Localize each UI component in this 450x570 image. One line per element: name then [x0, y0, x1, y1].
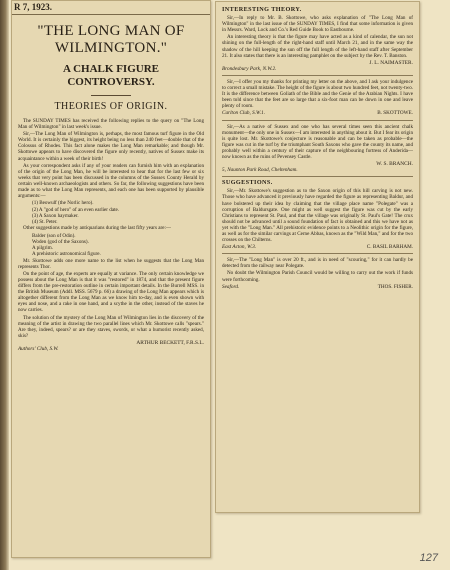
list-item: (3) A Saxon haymaker. [32, 212, 79, 219]
article-paragraph: Sir,—The Long Man of Wilmington is, perhaps, the most famous turf figure in the Old World. It is certainly the biggest, its height being no less than 240 feet—double that of the Colossus of Rhodes. This fact alone makes the Long Man remarkable; and though Mr. Skottowe appears to have discovered the figure only recently, natives of Sussex make its acquaintance within a week of their birth! [18, 131, 204, 162]
clipping-dateline: R 7, 1923. [12, 1, 210, 15]
left-article-body [12, 118, 210, 352]
letter-paragraph: Sir,—I offer you my thanks for printing my letter on the above, and I ask your indulgence to correct a small mistake. The height of the figure is about two hundred feet, not twenty-two. It is the difference between Goliath of the Bible and the Genie of the Arabian Nights. I have been told since that the feet are so large that a six-foot man can be down in one and leave plenty of room. [222, 78, 414, 110]
place-text: Authors' Club, S.W. [18, 346, 59, 352]
article-paragraph: Mr. Skottowe adds one more name to the list when he suggests that the Long Man represents Thor. [18, 257, 204, 270]
list-item: Balder (son of Odin). [32, 232, 76, 239]
page-number: 127 [419, 552, 438, 564]
letter-signature: W. S. BRANCH. [376, 161, 413, 168]
list-item: Woden (god of the Saxons). [32, 238, 89, 245]
article-paragraph: The solution of the mystery of the Long Man of Wilmington lies in the discovery of the meaning of the artist in drawing the two parallel lines which Mr. Skottowe calls "spears." Are they, indeed, spears? or are they staves, swords, or what a humorist recently asked, skis? [18, 314, 204, 339]
signature-text: B. SKOTTOWE. [377, 110, 413, 117]
letter-paragraph: No doubt the Wilmington Parish Council would be willing to carry out the work if funds were forthcoming. [222, 270, 413, 283]
suggestion-list [18, 233, 204, 258]
letter-paragraph: Sir,—Mr. Skottowe's suggestion as to the Saxon origin of this hill carving is not new. Those who have advanced it previously have regarded the figure as representing Baldur, and have bolstered up their idea by claiming that the village place name "Polegate" was a corruption of Baldursgate. One might as well suggest the figure was cut by the early Christians to represent St. Paul, and that the village was originally St. Paul's Gate! The crux should not be advanced until a sound foundation of fact is obtained and this we have not as yet with the "Long Man." All prehistoric evidence points to a Neolithic origin for the figure, as well as for the similar carvings at Cerne Abbas, known as the "Wild Man," and for the two crosses on the Chilterns. [222, 188, 413, 244]
clipping-headline: "THE LONG MAN OF WILMINGTON." [37, 23, 185, 56]
article-paragraph: As your correspondent asks if any of your readers can furnish him with an explanation of the origin of the Long Man, he will be interested to hear that for the last few or six weeks that very point has been discussed in the columns of the Sussex County Herald by certain well-known archaeologists and others. So far, the following suggestions have been made as to what the Long Man represents, and each one has been supported by plausible arguments:— [18, 162, 204, 200]
author-place [18, 346, 204, 352]
rubric-heading: INTERESTING THEORY. [222, 6, 302, 13]
right-newspaper-clipping [215, 1, 420, 513]
letter-place [222, 167, 413, 173]
letter-paragraph: Sir,—As a native of Sussex and one who has several times seen this ancient chalk monument—the only one in Sussex—I am interested in anything about it. But I fear its origin is quite lost. Mr. Skottowe's conjecture is reasonable and can be taken as probable—the figure was cut in the turf by the triumphant South Saxons who gave the county its name, and probably well within a century of their capture of the neighbouring fortress of Anderida—now known as the ruins of Pevensey Castle. [222, 123, 413, 160]
letter-sign-line [222, 284, 413, 290]
letter-paragraph: Sir,—In reply to Mr. B. Skottowe, who asks explanation of "The Long Man of Wilmington" in the last issue of the SUNDAY TIMES, I find that some information is given in Messrs. Ward, Lock and Co.'s Red Guide Book to Eastbourne. [222, 15, 413, 34]
place-text: Brondesbury Park, N.W.2. [222, 65, 277, 72]
article-paragraph: The SUNDAY TIMES has received the following replies to the query on "The Long Man of Wilmington" in last week's issue. [18, 118, 204, 131]
list-item: (1) Beowulf (the Norlic hero). [32, 200, 94, 207]
place-text: Carlton Club, S.W.1. [222, 110, 266, 117]
letter-sign-line [222, 110, 413, 116]
place-text: Seaford. [222, 283, 240, 290]
list-item: A prehistoric astronomical figure. [32, 251, 101, 258]
list-item: (2) A "god of hero" of an even earlier date. [32, 206, 120, 213]
book-spine [0, 0, 9, 570]
place-text: East Acton, W.3. [222, 244, 257, 251]
divider [222, 75, 413, 76]
article-paragraph: Other suggestions made by antiquarians during the last fifty years are:— [23, 225, 171, 232]
divider [222, 253, 413, 254]
letter-place [222, 66, 413, 72]
divider [222, 120, 413, 121]
letter-paragraph: Sir,—The "Long Man" is over 20 ft., and is in need of "scouring," for it can hardly be detected from the railway near Polegate. [222, 257, 413, 270]
author-signature: ARTHUR BECKETT, F.R.S.L. [136, 339, 204, 346]
place-text: 5, Naunton Park Road, Cheltenham. [222, 167, 298, 174]
section-title: THEORIES OF ORIGIN. [54, 101, 168, 112]
right-article-body [216, 2, 419, 292]
rubric-heading: SUGGESTIONS. [222, 179, 273, 187]
list-item: (4) St. Peter. [32, 219, 58, 226]
theory-list [18, 200, 204, 225]
letter-paragraph: An interesting theory is that the figure may have acted as a kind of calendar, the sun not shining on the full-length of the right-hand staff until March 21, and in the same way the shadow of the hill keeping the sun off the full length of the left-hand staff after September 21. It also states that there is an interesting pamphlet on the subject by the Rev. T. Banston. [222, 34, 413, 59]
letter-signature: J. L. NAIMASTER. [369, 59, 413, 66]
letter-sign-line [222, 244, 413, 250]
clipping-subhead: A CHALK FIGURE CONTROVERSY. [63, 63, 159, 88]
divider [222, 176, 413, 177]
article-paragraph: On the point of age, the experts are equally at variance. The only certain knowledge we possess about the Long Man is that it was "restored" in 1874, and that the present figure differs from the pre-restoration outline in certain important details. In the Burrell MSS. in the British Museum (Addl. MSS. 5679 p. 66) a drawing of the Long Man appears which is altogether different from the Long Man as we know him to-day, and is even shown with eyes and nose, and a rake in one hand, and a scythe in the other, instead of the staves he now carries. [18, 270, 204, 314]
signature-text: THOS. FISHER. [377, 283, 413, 290]
divider [91, 95, 131, 96]
left-newspaper-clipping [11, 0, 211, 558]
list-item: A pilgrim. [32, 245, 53, 252]
signature-text: C. BASIL BARHAM. [366, 244, 413, 251]
